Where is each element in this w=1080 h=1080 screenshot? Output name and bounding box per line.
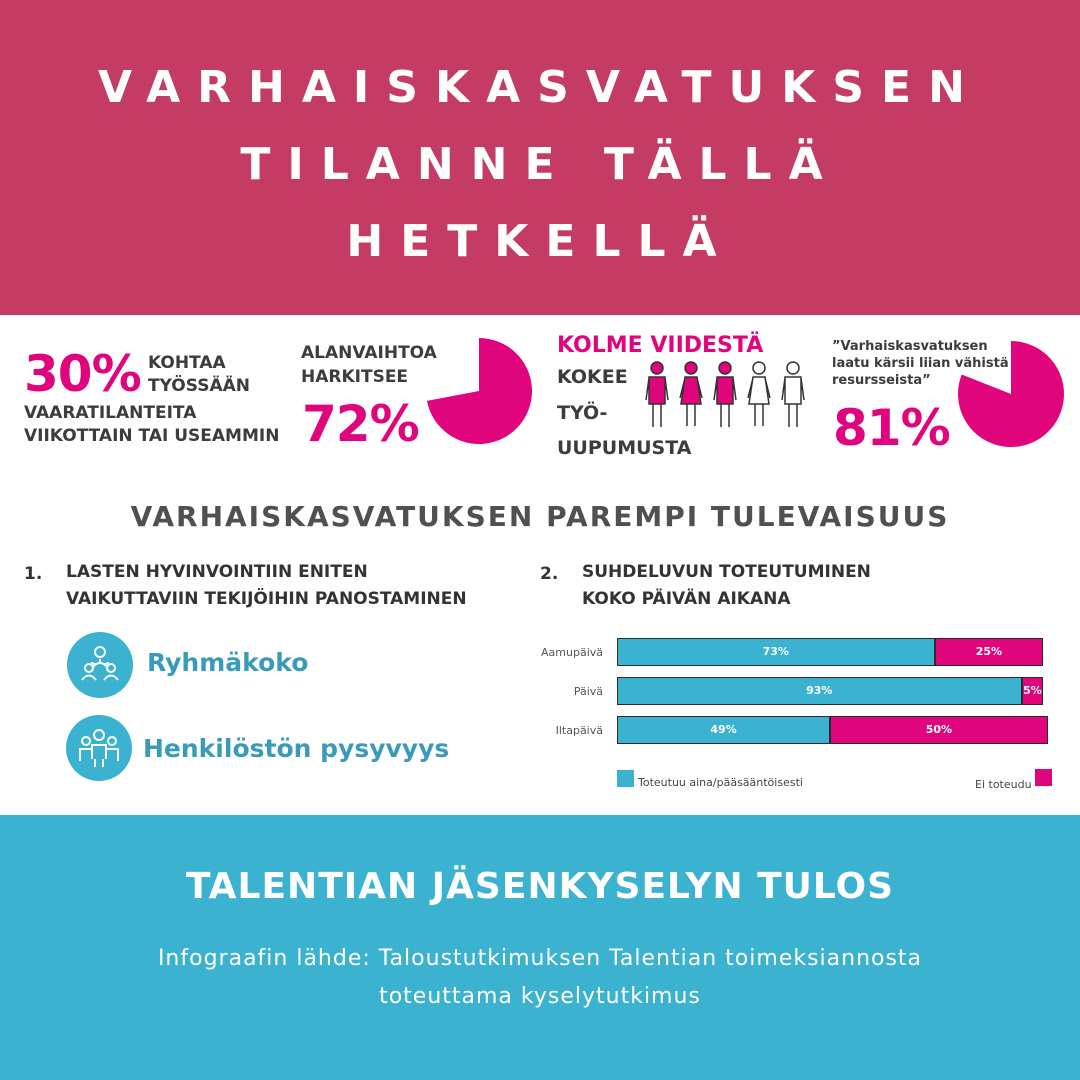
person-figure xyxy=(680,362,702,426)
page-title-line-1: VARHAISKASVATUKSEN xyxy=(98,62,982,113)
chart-data-label: 73% xyxy=(762,645,789,658)
staff-icon xyxy=(66,715,132,781)
quality-pie xyxy=(957,340,1065,448)
chart-data-label: 25% xyxy=(975,645,1003,658)
career-change-pie xyxy=(425,337,533,445)
item2-line-1: SUHDELUVUN TOTEUTUMINEN xyxy=(582,562,871,582)
legend-swatch-realized xyxy=(617,770,634,787)
quality-quote-2: laatu kärsii liian vähistä xyxy=(832,356,1009,371)
burnout-label-3: UUPUMUSTA xyxy=(557,437,692,459)
person-figure xyxy=(646,362,668,427)
item2-number: 2. xyxy=(540,564,559,584)
item2-line-2: KOKO PÄIVÄN AIKANA xyxy=(582,589,791,609)
staff-retention-label: Henkilöstön pysyvyys xyxy=(143,734,450,763)
section-title: VARHAISKASVATUKSEN PAREMPI TULEVAISUUS xyxy=(130,500,950,533)
chart-row-label: Aamupäivä xyxy=(541,646,603,659)
quality-percent: 81% xyxy=(833,399,950,457)
career-change-label-2: HARKITSEE xyxy=(301,367,409,387)
person-figure xyxy=(714,362,736,427)
page-title-line-2: TILANNE TÄLLÄ xyxy=(240,139,840,190)
source-line-1: Infograafin lähde: Taloustutkimuksen Talentian toimeksiannosta xyxy=(157,946,923,971)
legend-swatch-not-realized xyxy=(1035,769,1052,786)
danger-percent: 30% xyxy=(24,345,141,403)
item1-number: 1. xyxy=(24,564,43,584)
danger-label-1: KOHTAA xyxy=(148,353,226,373)
item1-line-2: VAIKUTTAVIIN TEKIJÖIHIN PANOSTAMINEN xyxy=(66,589,467,609)
burnout-label-2: TYÖ- xyxy=(557,402,608,424)
chart-data-label: 50% xyxy=(925,723,953,736)
chart-row-label: Iltapäivä xyxy=(555,724,603,737)
career-change-pie-slice xyxy=(427,338,532,444)
burnout-label-1: KOKEE xyxy=(557,366,628,388)
quality-quote-3: resursseista” xyxy=(832,373,931,388)
chart-row-label: Päivä xyxy=(573,685,603,698)
quality-pie-slice xyxy=(958,341,1064,447)
quality-quote-1: ”Varhaiskasvatuksen xyxy=(832,339,988,354)
item1-line-1: LASTEN HYVINVOINTIIN ENITEN xyxy=(66,562,368,582)
source-line-2: toteuttama kyselytutkimus xyxy=(379,984,701,1009)
danger-label-3: VAARATILANTEITA xyxy=(24,403,197,423)
group-icon xyxy=(67,632,133,698)
person-figure xyxy=(782,362,804,427)
chart-data-label: 93% xyxy=(806,684,833,697)
people-figures xyxy=(645,360,805,432)
burnout-headline: KOLME VIIDESTÄ xyxy=(557,333,764,358)
group-size-label: Ryhmäkoko xyxy=(147,648,309,677)
legend-label-realized: Toteutuu aina/pääsääntöisesti xyxy=(638,776,803,789)
chart-data-label: 5% xyxy=(1023,684,1042,697)
page-title-line-3: HETKELLÄ xyxy=(346,216,734,267)
footer-title: TALENTIAN JÄSENKYSELYN TULOS xyxy=(185,866,895,907)
chart-data-label: 49% xyxy=(710,723,737,736)
legend-label-not-realized: Ei toteudu xyxy=(975,778,1032,791)
person-figure xyxy=(748,362,770,426)
career-change-label-1: ALANVAIHTOA xyxy=(301,343,437,363)
danger-label-4: VIIKOTTAIN TAI USEAMMIN xyxy=(24,426,280,446)
danger-label-2: TYÖSSÄÄN xyxy=(148,376,251,396)
career-change-percent: 72% xyxy=(302,395,419,453)
